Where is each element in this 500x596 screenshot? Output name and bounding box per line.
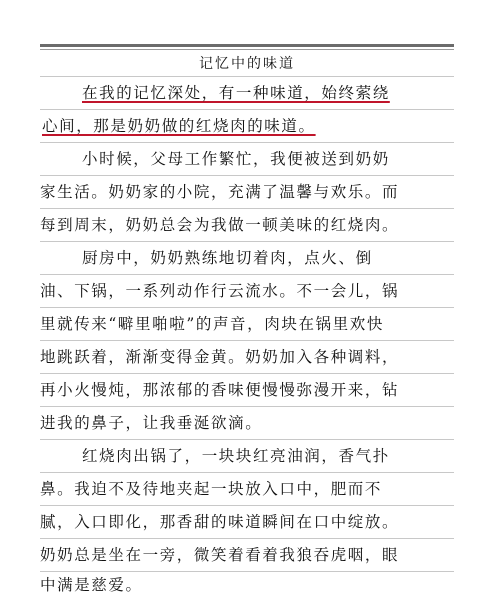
text-line — [40, 506, 454, 539]
line-text: 心间，那是奶奶做的红烧肉的味道。 — [42, 117, 316, 135]
text-line — [40, 473, 454, 506]
line-text: 地跳跃着，渐渐变得金黄。奶奶加入各种调料， — [40, 348, 400, 366]
line-text: 中满是慈爱。 — [40, 576, 143, 594]
line-text: 再小火慢炖，那浓郁的香味便慢慢弥漫开来，钻 — [40, 381, 400, 399]
line-text: 奶奶总是坐在一旁，微笑着看着我狼吞虎咽，眼 — [40, 546, 400, 564]
text-line — [40, 143, 454, 176]
line-text: 厨房中，奶奶熟练地切着肉，点火、倒 — [82, 249, 373, 267]
line-text: 红烧肉出锅了，一块块红亮油润，香气扑 — [82, 447, 390, 465]
handwriting-lines — [40, 76, 454, 592]
line-text: 每到周末，奶奶总会为我做一顿美味的红烧肉。 — [40, 216, 400, 234]
text-line — [40, 440, 454, 473]
text-line — [40, 110, 454, 143]
text-line — [40, 176, 454, 209]
line-text: 鼻。我迫不及待地夹起一块放入口中，肥而不 — [40, 480, 383, 498]
text-line — [40, 539, 454, 572]
top-rule-thin — [40, 49, 454, 50]
text-line — [40, 374, 454, 407]
text-line — [40, 308, 454, 341]
text-line — [40, 209, 454, 242]
line-text: 在我的记忆深处，有一种味道，始终萦绕 — [82, 84, 390, 102]
text-line — [40, 275, 454, 308]
text-line — [40, 242, 454, 275]
line-text: 油、下锅，一系列动作行云流水。不一会儿，锅 — [40, 282, 400, 300]
text-line — [40, 341, 454, 374]
line-text: 里就传来“噼里啪啦”的声音，肉块在锅里欢快 — [40, 315, 384, 333]
text-line — [40, 407, 454, 440]
page-title: 记忆中的味道 — [199, 56, 295, 72]
top-rule — [40, 44, 454, 47]
line-text: 小时候，父母工作繁忙，我便被送到奶奶 — [82, 150, 390, 168]
text-line — [40, 76, 454, 110]
line-text: 家生活。奶奶家的小院，充满了温馨与欢乐。而 — [40, 183, 400, 201]
text-line — [40, 572, 454, 592]
line-text: 腻，入口即化，那香甜的味道瞬间在口中绽放。 — [40, 513, 400, 531]
line-text: 进我的鼻子，让我垂涎欲滴。 — [40, 414, 263, 432]
